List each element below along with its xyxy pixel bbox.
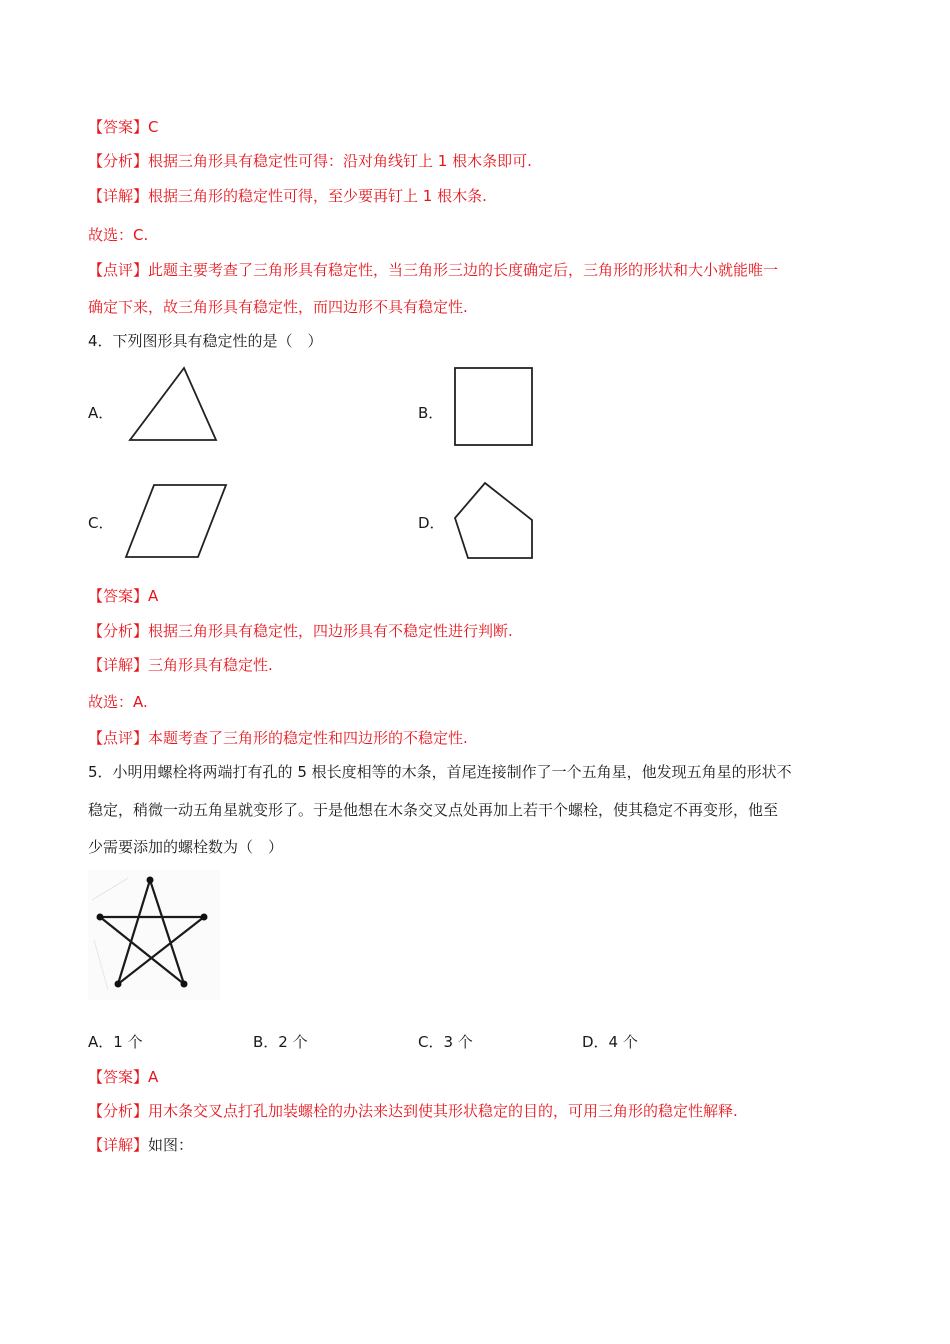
- q4-option-d-label: D．: [418, 514, 445, 532]
- q5-stem-line1: 5．小明用螺栓将两端打有孔的 5 根长度相等的木条，首尾连接制作了一个五角星，他发现五角星的形状不: [88, 763, 792, 781]
- q5-analysis: 【分析】用木条交叉点打孔加装螺栓的办法来达到使其形状稳定的目的，可用三角形的稳定性解释.: [88, 1102, 738, 1120]
- q4-conclusion: 故选：A.: [88, 693, 148, 711]
- q5-option-d: D．4 个: [582, 1033, 638, 1051]
- q4-answer: 【答案】A: [88, 587, 159, 605]
- q4-comment: 【点评】本题考查了三角形的稳定性和四边形的不稳定性.: [88, 729, 468, 747]
- q4-detail: 【详解】三角形具有稳定性.: [88, 656, 273, 674]
- q5-detail: 【详解】如图：: [88, 1136, 194, 1154]
- q3-detail: 【详解】根据三角形的稳定性可得，至少要再钉上 1 根木条.: [88, 187, 487, 205]
- pentagram-icon: [88, 870, 220, 1000]
- q4-option-c-label: C．: [88, 514, 114, 532]
- q5-answer: 【答案】A: [88, 1068, 159, 1086]
- triangle-icon: [126, 366, 220, 444]
- q5-option-c: C．3 个: [418, 1033, 473, 1051]
- q4-stem: 4．下列图形具有稳定性的是（ ）: [88, 332, 323, 350]
- q4-option-b-label: B．: [418, 404, 444, 422]
- q4-option-a-label: A．: [88, 404, 114, 422]
- q4-analysis: 【分析】根据三角形具有稳定性，四边形具有不稳定性进行判断.: [88, 622, 513, 640]
- square-icon: [453, 366, 535, 448]
- q3-conclusion: 故选：C.: [88, 226, 149, 244]
- q3-comment-line2: 确定下来，故三角形具有稳定性，而四边形不具有稳定性.: [88, 298, 468, 316]
- q5-option-b: B．2 个: [253, 1033, 308, 1051]
- q3-analysis: 【分析】根据三角形具有稳定性可得：沿对角线钉上 1 根木条即可.: [88, 152, 532, 170]
- pentagon-icon: [452, 480, 536, 562]
- parallelogram-icon: [124, 481, 230, 561]
- q5-stem-line2: 稳定，稍微一动五角星就变形了。于是他想在木条交叉点处再加上若干个螺栓，使其稳定不再变形，他至: [88, 801, 779, 819]
- q5-stem-line3: 少需要添加的螺栓数为（ ）: [88, 838, 284, 856]
- q3-comment: 【点评】此题主要考查了三角形具有稳定性，当三角形三边的长度确定后，三角形的形状和大小就能唯一: [88, 261, 779, 279]
- q5-option-a: A．1 个: [88, 1033, 143, 1051]
- q3-answer: 【答案】C: [88, 118, 159, 136]
